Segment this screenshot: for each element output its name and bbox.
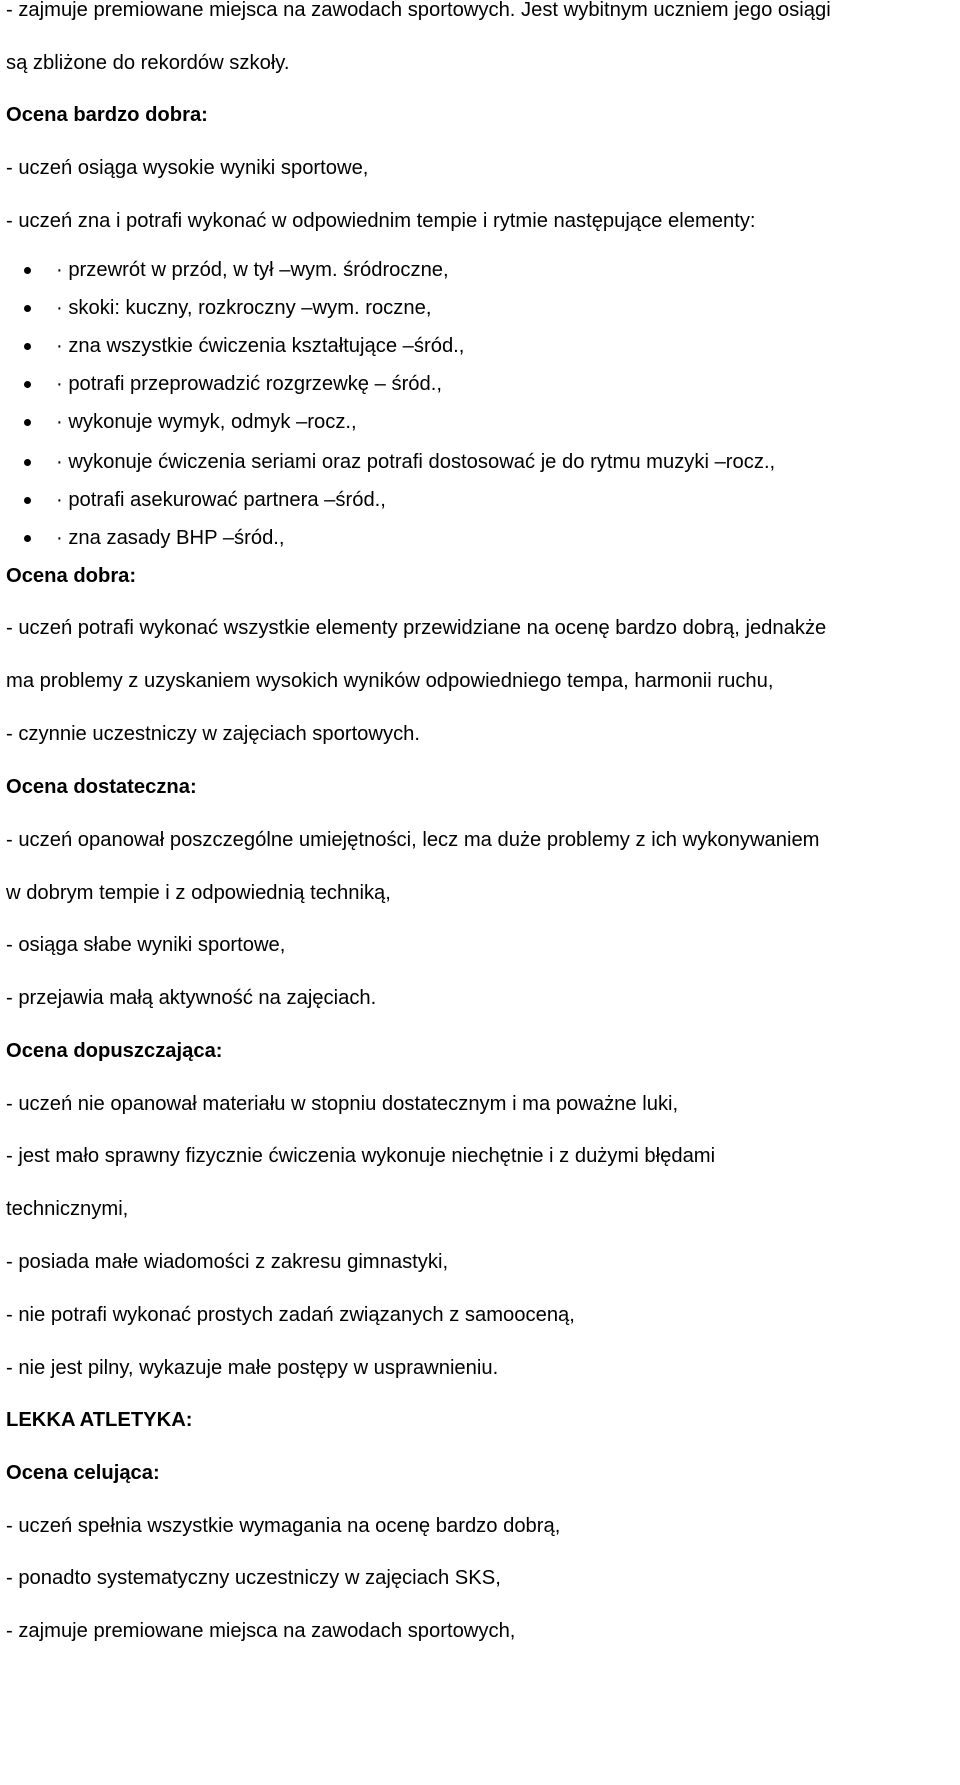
text-line: - uczeń opanował poszczególne umiejętności, lecz ma duże problemy z ich wykonywaniem [6,829,820,851]
section-heading-lekka-atletyka: LEKKA ATLETYKA: [6,1409,193,1431]
text-line: ma problemy z uzyskaniem wysokich wyników odpowiedniego tempa, harmonii ruchu, [6,670,774,692]
list-item-text: · potrafi asekurować partnera –śród., [56,489,386,511]
text-line: w dobrym tempie i z odpowiednią techniką, [6,882,391,904]
bullet-icon [24,267,31,274]
text-line: - przejawia małą aktywność na zajęciach. [6,987,377,1009]
text-line: - nie jest pilny, wykazuje małe postępy w usprawnieniu. [6,1357,499,1379]
bullet-icon [24,497,31,504]
list-item [0,334,960,358]
text-line: - uczeń osiąga wysokie wyniki sportowe, [6,157,369,179]
bullet-icon [24,419,31,426]
list-item-text: · zna wszystkie ćwiczenia kształtujące –śród., [56,335,465,357]
list-item [0,372,960,396]
bullet-icon [24,459,31,466]
text-line: - nie potrafi wykonać prostych zadań związanych z samooceną, [6,1304,575,1326]
list-item [0,410,960,434]
text-line: - uczeń potrafi wykonać wszystkie elementy przewidziane na ocenę bardzo dobrą, jednakże [6,617,827,639]
text-line: - ponadto systematyczny uczestniczy w zajęciach SKS, [6,1567,501,1589]
section-heading-dobra: Ocena dobra: [6,565,137,587]
text-line: - zajmuje premiowane miejsca na zawodach sportowych. Jest wybitnym uczniem jego osiągi [6,0,831,21]
list-item-text: · wykonuje wymyk, odmyk –rocz., [56,411,357,433]
text-line: - czynnie uczestniczy w zajęciach sportowych. [6,723,421,745]
text-line: - uczeń nie opanował materiału w stopniu dostatecznym i ma poważne luki, [6,1093,679,1115]
text-line: są zbliżone do rekordów szkoły. [6,52,290,74]
text-line: - zajmuje premiowane miejsca na zawodach sportowych, [6,1620,516,1642]
bullet-icon [24,535,31,542]
section-heading-dopuszczajaca: Ocena dopuszczająca: [6,1040,223,1062]
bullet-icon [24,305,31,312]
list-item [0,488,960,512]
section-heading-celujaca: Ocena celująca: [6,1462,160,1484]
bullet-icon [24,343,31,350]
section-heading-dostateczna: Ocena dostateczna: [6,776,197,798]
section-heading-bardzo-dobra: Ocena bardzo dobra: [6,104,208,126]
text-line: technicznymi, [6,1198,129,1220]
text-line: - posiada małe wiadomości z zakresu gimnastyki, [6,1251,449,1273]
text-line: - uczeń spełnia wszystkie wymagania na ocenę bardzo dobrą, [6,1515,561,1537]
list-item [0,296,960,320]
text-line: - uczeń zna i potrafi wykonać w odpowiednim tempie i rytmie następujące elementy: [6,210,756,232]
list-item-text: · zna zasady BHP –śród., [56,527,285,549]
list-item-text: · skoki: kuczny, rozkroczny –wym. roczne, [56,297,432,319]
list-item-text: · przewrót w przód, w tył –wym. śródroczne, [56,259,449,281]
bullet-icon [24,381,31,388]
list-item [0,526,960,550]
text-line: - jest mało sprawny fizycznie ćwiczenia wykonuje niechętnie i z dużymi błędami [6,1145,716,1167]
list-item [0,258,960,282]
list-item-text: · potrafi przeprowadzić rozgrzewkę – śród., [56,373,442,395]
text-line: - osiąga słabe wyniki sportowe, [6,934,286,956]
list-item [0,450,960,474]
list-item-text: · wykonuje ćwiczenia seriami oraz potrafi dostosować je do rytmu muzyki –rocz., [56,451,776,473]
